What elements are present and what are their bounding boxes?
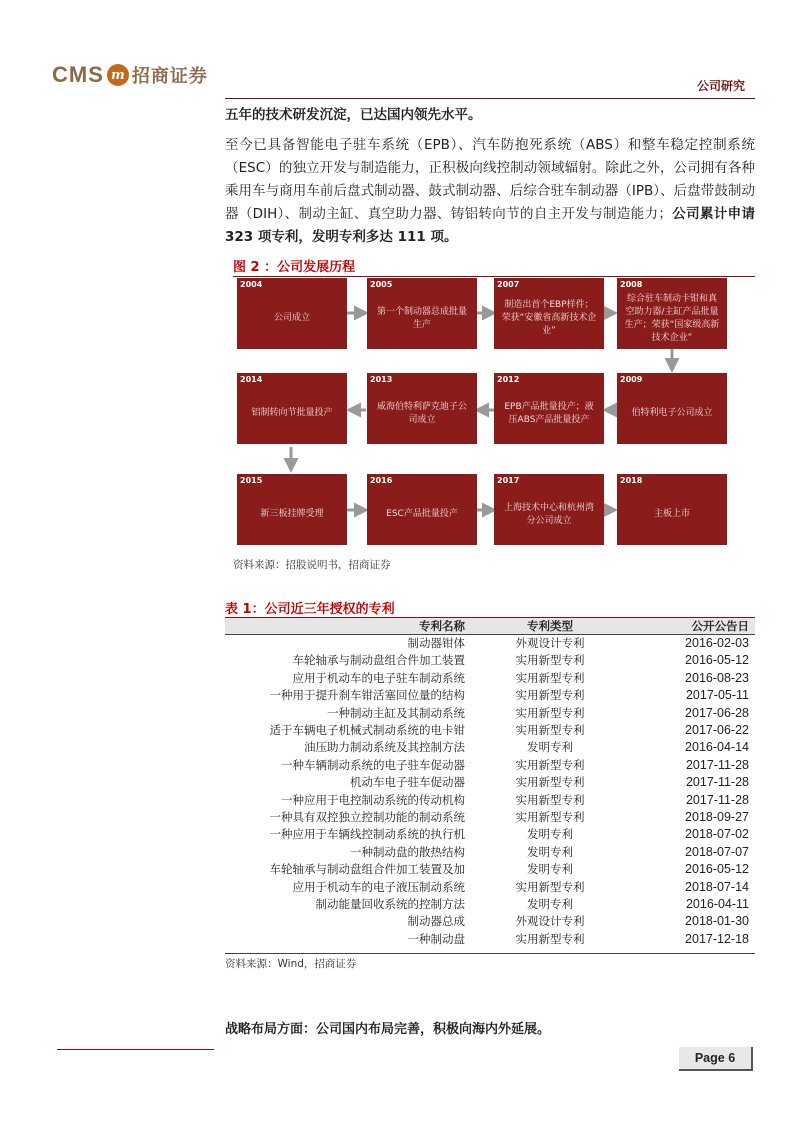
table-bottom-rule <box>225 953 755 954</box>
patent-type-cell: 发明专利 <box>527 844 573 859</box>
patent-type-cell: 外观设计专利 <box>515 914 585 929</box>
publish-date-cell: 2018-01-30 <box>685 914 749 929</box>
timeline-step-2013 <box>367 373 477 444</box>
table-row <box>225 931 755 948</box>
timeline-step-2007 <box>494 278 604 349</box>
table-row <box>225 861 755 878</box>
table-row <box>225 844 755 861</box>
table-row <box>225 774 755 791</box>
step-year: 2009 <box>620 375 643 384</box>
step-year: 2017 <box>497 476 520 485</box>
table-row <box>225 652 755 669</box>
patent-type-cell: 实用新型专利 <box>515 653 585 668</box>
timeline-step-2016 <box>367 474 477 545</box>
table-row <box>225 792 755 809</box>
publish-date-cell: 2016-05-12 <box>685 862 749 877</box>
patent-type-cell: 发明专利 <box>527 827 573 842</box>
patent-name-cell: 车轮轴承与制动盘组合件加工装置 <box>292 653 465 668</box>
step-text: 公司成立 <box>273 313 310 323</box>
header-patent-name: 专利名称 <box>419 619 465 633</box>
patent-name-cell: 应用于机动车的电子液压制动系统 <box>292 879 465 894</box>
header-publish-date: 公开公告日 <box>691 619 749 633</box>
table-header-row <box>225 618 755 635</box>
table-row <box>225 879 755 896</box>
step-text: 主板上市 <box>653 509 690 519</box>
table-row <box>225 739 755 756</box>
publish-date-cell: 2017-11-28 <box>685 775 749 790</box>
step-year: 2004 <box>240 280 263 289</box>
patent-type-cell: 实用新型专利 <box>515 792 585 807</box>
table-row <box>225 757 755 774</box>
patent-name-cell: 一种制动盘的散热结构 <box>350 844 465 859</box>
step-text: 威海伯特利萨克迪子公司成立 <box>376 401 467 425</box>
step-year: 2013 <box>370 375 393 384</box>
publish-date-cell: 2017-06-28 <box>685 705 749 720</box>
intro-body-text: 至今已具备智能电子驻车系统（EPB）、汽车防抱死系统（ABS）和整车稳定控制系统（ESC）的独立开发与制造能力，正积极向线控制动领域辐射。除此之外，公司拥有各种乘用车与商用车前后盘式制动器、鼓式制动器、后综合驻车制动器（IPB）、后盘带鼓制动器（DIH）、制动主缸、真空助力器、铸铝转向节的自主开发与制造能力； <box>225 137 755 222</box>
patent-type-cell: 发明专利 <box>527 897 573 911</box>
patent-type-cell: 实用新型专利 <box>515 775 585 790</box>
logo-chinese-text: 招商证券 <box>131 66 208 87</box>
publish-date-cell: 2017-05-11 <box>685 688 749 703</box>
step-year: 2016 <box>370 476 393 485</box>
step-year: 2005 <box>370 280 393 289</box>
header-patent-type: 专利类型 <box>527 619 573 633</box>
table-row <box>225 913 755 930</box>
table-row <box>225 896 755 913</box>
publish-date-cell: 2017-06-22 <box>685 723 749 737</box>
logo-cms-text: CMS <box>52 62 104 87</box>
patent-name-cell: 适于车辆电子机械式制动系统的电卡钳 <box>269 723 465 737</box>
table-source: 资料来源：Wind，招商证券 <box>225 958 357 970</box>
section-label: 公司研究 <box>696 79 745 93</box>
timeline-step-2015 <box>237 474 347 545</box>
step-text: EPB产品批量投产；液压ABS产品批量投产 <box>504 401 594 425</box>
patent-type-cell: 实用新型专利 <box>515 723 585 737</box>
publish-date-cell: 2018-07-14 <box>685 879 749 894</box>
figure-source: 资料来源：招股说明书，招商证券 <box>233 559 391 571</box>
publish-date-cell: 2018-09-27 <box>685 810 749 824</box>
table-row <box>225 722 755 739</box>
table-row <box>225 687 755 704</box>
patent-name-cell: 制动器总成 <box>407 914 465 929</box>
timeline-step-2004 <box>237 278 347 349</box>
step-text: ESC产品批量投产 <box>386 509 458 519</box>
step-year: 2015 <box>240 476 263 485</box>
patent-name-cell: 制动能量回收系统的控制方法 <box>315 897 465 911</box>
table-row <box>225 705 755 722</box>
patent-name-cell: 一种用于提升刹车钳活塞回位量的结构 <box>269 688 465 703</box>
table-row <box>225 635 755 652</box>
lead-sentence: 五年的技术研发沉淀，已达国内领先水平。 <box>225 107 482 123</box>
publish-date-cell: 2018-07-02 <box>685 827 749 842</box>
patent-type-cell: 实用新型专利 <box>515 688 585 703</box>
page-number: Page 6 <box>679 1047 753 1071</box>
publish-date-cell: 2016-04-14 <box>685 740 749 755</box>
publish-date-cell: 2016-05-12 <box>685 653 749 668</box>
patent-type-cell: 发明专利 <box>527 862 573 877</box>
step-year: 2008 <box>620 280 643 289</box>
patent-name-cell: 一种制动盘 <box>407 931 465 946</box>
patent-type-cell: 实用新型专利 <box>515 931 585 946</box>
step-text: 新三板挂牌受理 <box>260 509 324 519</box>
timeline-step-2017 <box>494 474 604 545</box>
step-year: 2014 <box>240 375 263 384</box>
patent-name-cell: 一种应用于电控制动系统的传动机构 <box>281 792 465 807</box>
intro-bold-text: 公司累计申请 323 项专利，发明专利多达 111 项。 <box>225 206 755 245</box>
publish-date-cell: 2016-08-23 <box>685 670 749 685</box>
step-text: 第一个制动器总成批量生产 <box>376 306 467 330</box>
footer-rule <box>57 1049 214 1050</box>
patent-type-cell: 实用新型专利 <box>515 670 585 685</box>
logo-mark-icon: m <box>107 64 129 86</box>
patent-name-cell: 一种具有双控独立控制功能的制动系统 <box>269 810 465 824</box>
step-text: 制造出首个EBP样件；荣获“安徽省高新技术企业” <box>501 300 597 336</box>
patent-name-cell: 机动车电子驻车促动器 <box>350 775 465 790</box>
step-text: 铝制转向节批量投产 <box>251 408 333 418</box>
patent-type-cell: 实用新型专利 <box>515 879 585 894</box>
timeline-step-2005 <box>367 278 477 349</box>
publish-date-cell: 2017-12-18 <box>685 931 749 946</box>
timeline-step-2009 <box>617 373 727 444</box>
patent-type-cell: 实用新型专利 <box>515 810 585 824</box>
step-text: 上海技术中心和杭州湾分公司成立 <box>503 502 594 526</box>
step-year: 2007 <box>497 280 520 289</box>
publish-date-cell: 2017-11-28 <box>685 792 749 807</box>
timeline-step-2014 <box>237 373 347 444</box>
patent-name-cell: 应用于机动车的电子驻车制动系统 <box>292 670 465 685</box>
step-year: 2012 <box>497 375 520 384</box>
patent-type-cell: 发明专利 <box>527 740 573 755</box>
step-year: 2018 <box>620 476 643 485</box>
table-row <box>225 670 755 687</box>
strategy-heading: 战略布局方面：公司国内布局完善，积极向海内外延展。 <box>225 1022 551 1037</box>
table-row <box>225 826 755 843</box>
timeline-step-2012 <box>494 373 604 444</box>
patent-name-cell: 一种制动主缸及其制动系统 <box>327 705 465 720</box>
patent-name-cell: 一种应用于车辆线控制动系统的执行机 <box>269 827 465 842</box>
patent-name-cell: 制动器钳体 <box>407 636 465 650</box>
publish-date-cell: 2017-11-28 <box>685 757 749 772</box>
patent-name-cell: 油压助力制动系统及其控制方法 <box>304 740 465 755</box>
table-row <box>225 809 755 826</box>
patent-type-cell: 实用新型专利 <box>515 757 585 772</box>
timeline-step-2018 <box>617 474 727 545</box>
step-text: 伯特利电子公司成立 <box>631 408 713 418</box>
table-title: 表 1：公司近三年授权的专利 <box>225 602 395 617</box>
publish-date-cell: 2016-02-03 <box>685 636 749 650</box>
patent-type-cell: 外观设计专利 <box>515 636 585 650</box>
figure-title: 图 2 ：公司发展历程 <box>233 260 356 275</box>
timeline-step-2008 <box>617 278 727 349</box>
patent-type-cell: 实用新型专利 <box>515 705 585 720</box>
publish-date-cell: 2018-07-07 <box>685 844 749 859</box>
patent-name-cell: 一种车辆制动系统的电子驻车促动器 <box>281 757 465 772</box>
publish-date-cell: 2016-04-11 <box>685 897 749 911</box>
patent-name-cell: 车轮轴承与制动盘组合件加工装置及加 <box>269 862 465 877</box>
step-text: 综合驻车制动卡钳和真空助力器/主缸产品批量生产；荣获“国家级高新技术企业” <box>624 293 720 343</box>
